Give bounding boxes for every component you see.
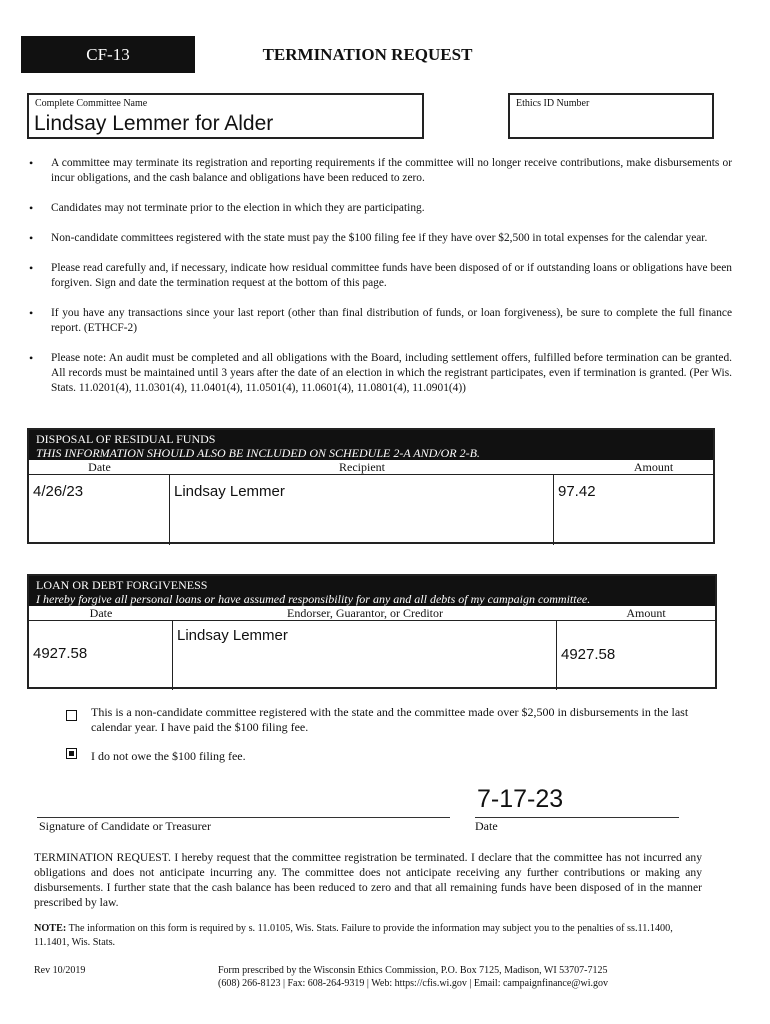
note-label: NOTE:: [34, 923, 67, 934]
paid-fee-checkbox[interactable]: [66, 710, 77, 721]
disposal-recipient[interactable]: Lindsay Lemmer: [170, 475, 554, 545]
ethics-id-label: Ethics ID Number: [516, 98, 590, 109]
col-recipient: Recipient: [339, 460, 385, 474]
loan-date[interactable]: 4927.58: [29, 621, 173, 690]
no-fee-checkbox[interactable]: [66, 748, 77, 759]
date-label: Date: [475, 819, 498, 833]
disposal-date[interactable]: 4/26/23: [29, 475, 170, 545]
instruction-item: • Please note: An audit must be completed and all obligations with the Board, including settlement offers, fulfilled before termination can be granted. All records must be maintained until 3 years after the date of an election in which the registrant participates, even if termination is granted. (Per Wis. Stats. 11.0201(4), 11.0301(4), 11.0401(4), 11.0501(4), 11.0601(4), 11.0801(4), 11.0901(4)): [28, 351, 732, 396]
footer-line-2: (608) 266-8123 | Fax: 608-264-9319 | Web: https://cfis.wi.gov | Email: campaignfinance@wi.gov: [218, 978, 608, 989]
col-date: Date: [89, 606, 113, 620]
date-line[interactable]: [475, 817, 679, 818]
signature-line[interactable]: [37, 817, 450, 818]
instructions-list: [28, 156, 732, 411]
termination-statement: TERMINATION REQUEST. I hereby request that the committee registration be terminated. I declare that the committee has not incurred any obligations and does not anticipate incurring any. The committee does not anticipate receiving any further contributions or making any disbursements. I further state that the cash balance has been reduced to zero and that all remaining funds have been disposed of in the manner prescribed by law.: [34, 851, 702, 909]
instruction-item: • Non-candidate committees registered with the state must pay the $100 filing fee if they have over $2,500 in total expenses for the calendar year.: [28, 231, 732, 246]
col-endorser: Endorser, Guarantor, or Creditor: [287, 606, 443, 620]
committee-name-field[interactable]: [27, 93, 424, 139]
note-text: The information on this form is required by s. 11.0105, Wis. Stats. Failure to provide the information may subject you to the penalties of ss.11.1400, 11.1401, Wis. Stats.: [34, 923, 673, 948]
instruction-item: • A committee may terminate its registration and reporting requirements if the committee will no longer receive contributions, make disbursements or incur obligations, and the cash balance and obligations have been reduced to zero.: [28, 156, 732, 186]
no-fee-text: I do not owe the $100 filing fee.: [91, 749, 246, 763]
committee-name-label: Complete Committee Name: [35, 98, 148, 109]
instruction-item: • Please read carefully and, if necessary, indicate how residual committee funds have been disposed of or if outstanding loans or obligations have been forgiven. Sign and date the termination request at the bottom of this page.: [28, 261, 732, 291]
disposal-row: [29, 475, 713, 545]
loan-table-header: [29, 576, 715, 606]
col-amount: Amount: [633, 460, 674, 474]
disposal-subtitle: THIS INFORMATION SHOULD ALSO BE INCLUDED ON SCHEDULE 2-A AND/OR 2-B.: [36, 446, 480, 460]
form-id: CF-13: [21, 36, 195, 73]
form-title: TERMINATION REQUEST: [262, 45, 473, 64]
disposal-title: DISPOSAL OF RESIDUAL FUNDS: [36, 432, 216, 446]
loan-title: LOAN OR DEBT FORGIVENESS: [36, 578, 208, 592]
footer-line-1: Form prescribed by the Wisconsin Ethics Commission, P.O. Box 7125, Madison, WI 53707-7125: [218, 965, 608, 976]
disposal-table: [27, 428, 715, 544]
signature-label: Signature of Candidate or Treasurer: [39, 819, 211, 833]
legal-note: [34, 922, 702, 950]
disposal-amount[interactable]: 97.42: [558, 483, 596, 500]
disposal-table-header: [29, 430, 713, 460]
col-date: Date: [88, 460, 111, 474]
ethics-id-field[interactable]: [508, 93, 714, 139]
instruction-item: • If you have any transactions since your last report (other than final distribution of funds, or loan forgiveness), be sure to complete the full finance report. (ETHCF-2): [28, 306, 732, 336]
committee-name-value: Lindsay Lemmer for Alder: [34, 112, 274, 135]
loan-subtitle: I hereby forgive all personal loans or have assumed responsibility for any and all debts of my campaign committee.: [36, 592, 591, 606]
paid-fee-text: This is a non-candidate committee registered with the state and the committee made over $2,500 in disbursements in the last calendar year. I have paid the $100 filing fee.: [91, 705, 689, 734]
footer-address: [218, 964, 698, 990]
loan-endorser[interactable]: Lindsay Lemmer: [173, 621, 557, 690]
loan-table: [27, 574, 717, 689]
signature-date-value[interactable]: 7-17-23: [477, 785, 564, 813]
loan-row: [29, 621, 715, 690]
col-amount: Amount: [626, 606, 666, 620]
loan-amount[interactable]: 4927.58: [561, 646, 616, 663]
disposal-column-headers: [29, 460, 713, 475]
loan-column-headers: [29, 606, 715, 621]
instruction-item: • Candidates may not terminate prior to the election in which they are participating.: [28, 201, 732, 216]
revision-label: Rev 10/2019: [34, 965, 86, 976]
